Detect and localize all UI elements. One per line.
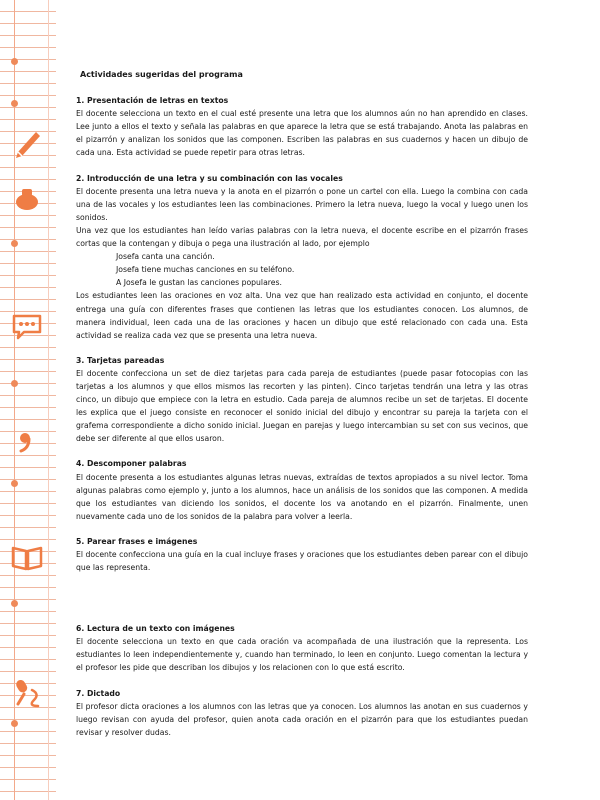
microphone-icon bbox=[10, 676, 44, 710]
activity-text: El docente presenta a los estudiantes algunas letras nuevas, extraídas de textos apropiados a su nivel lector. Toma algunas palabras como ejemplo y, junto a los alumnos, hace un análisis de los sonidos que las componen. A medida que los estudiantes van diciendo los sonidos, el docente los va anotando en el pizarrón. Finalmente, unen nuevamente cada uno de los sonidos de la palabra para volver a leerla. bbox=[76, 472, 528, 521]
book-icon bbox=[10, 540, 44, 574]
inkwell-icon bbox=[10, 180, 44, 214]
activity-text: Una vez que los estudiantes han leído varias palabras con la letra nueva, el docente escribe en el pizarrón frases cortas que la contengan y dibuja o pega una ilustración al lado, por ejemplo bbox=[76, 225, 528, 249]
activity-heading: 3. Tarjetas pareadas bbox=[76, 355, 165, 365]
activity-text: Los estudiantes leen las oraciones en voz alta. Una vez que han realizado esta actividad en conjunto, el docente entrega una guía con diferentes frases que contienen las letras que los estudiantes conocen. Los alumnos, de manera individual, leen cada una de las oraciones y hacen un dibujo que esté relacionado con cada una. Esta actividad se realiza cada vez que se presenta una letra nueva. bbox=[76, 291, 528, 340]
speech-bubble-icon bbox=[10, 310, 44, 344]
activity-2 bbox=[76, 172, 528, 342]
activity-heading: 6. Lectura de un texto con imágenes bbox=[76, 624, 235, 634]
margin-dot bbox=[11, 380, 18, 387]
activity-heading: 4. Descomponer palabras bbox=[76, 459, 187, 469]
margin-dot bbox=[11, 100, 18, 107]
margin-dot bbox=[11, 720, 18, 727]
spacer bbox=[76, 586, 528, 622]
document-body bbox=[76, 68, 528, 751]
activity-7 bbox=[76, 687, 528, 739]
margin-dot bbox=[11, 58, 18, 65]
margin-dot bbox=[11, 480, 18, 487]
example-sentence: A Josefa le gustan las canciones populares. bbox=[116, 278, 282, 288]
activity-6 bbox=[76, 622, 528, 674]
activity-3 bbox=[76, 354, 528, 446]
activity-text: El docente confecciona un set de diez tarjetas para cada pareja de estudiantes (puede pasar fotocopias con las tarjetas a los alumnos y que ellos mismos las recorten y las pinten). Cinco tarjetas tendrán una letra y las otras cinco, un dibujo que empiece con la letra en estudio. Cada pareja de alumnos recibe un set de tarjetas. El docente les explica que el juego consiste en reconocer el sonido inicial del dibujo y encontrar su pareja la tarjeta con el grafema correspondiente a dicho sonido inicial. Juegan en parejas y luego intercambian su set con sus vecinos, que debe ser diferente al que ellos usaron. bbox=[76, 368, 528, 444]
activity-5 bbox=[76, 535, 528, 574]
activity-text: El docente selecciona un texto en el cual esté presente una letra que los alumnos aún no han aprendido en clases. Lee junto a ellos el texto y señala las palabras en que aparece la letra que se está trabajando. Anota las palabras en el pizarrón y analizan los sonidos que las componen. Escriben las palabras en sus cuadernos y hacen un dibujo de cada una. Esta actividad se puede repetir para otras letras. bbox=[76, 109, 528, 158]
activity-heading: 7. Dictado bbox=[76, 688, 121, 698]
margin-dot bbox=[11, 600, 18, 607]
activity-text: El docente confecciona una guía en la cual incluye frases y oraciones que los estudiantes deben parear con el dibujo que las representa. bbox=[76, 550, 528, 573]
activity-4 bbox=[76, 457, 528, 522]
example-sentence: Josefa canta una canción. bbox=[116, 252, 215, 262]
activity-heading: 1. Presentación de letras en textos bbox=[76, 96, 229, 106]
activity-text: El docente selecciona un texto en que cada oración va acompañada de una ilustración que la representa. Los estudiantes lo leen independientemente y, cuando han terminado, lo leen en conjunto. Luego comentan la lectura y el profesor les pide que describan los dibujos y los relacionen con lo que está escrito. bbox=[76, 637, 528, 673]
activity-text: El profesor dicta oraciones a los alumnos con las letras que ya conocen. Los alumnos las anotan en sus cuadernos y luego revisan con ayuda del profesor, quien anota cada oración en el pizarrón para que los estudiantes puedan revisar y resolver dudas. bbox=[76, 701, 528, 737]
margin-rule-line-secondary bbox=[48, 0, 49, 800]
activity-heading: 5. Parear frases e imágenes bbox=[76, 536, 198, 546]
activity-text: El docente presenta una letra nueva y la anota en el pizarrón o pone un cartel con ella. Luego la combina con cada una de las vocales y los estudiantes leen las combinaciones. Primero la letra nueva, luego la vocal y luego unen los sonidos. bbox=[76, 186, 528, 222]
activity-1 bbox=[76, 94, 528, 159]
comma-icon bbox=[10, 424, 44, 458]
margin-dot bbox=[11, 240, 18, 247]
activity-heading: 2. Introducción de una letra y su combinación con las vocales bbox=[76, 173, 343, 183]
notebook-margin bbox=[0, 0, 56, 800]
document-title: Actividades sugeridas del programa bbox=[80, 70, 243, 79]
example-sentence: Josefa tiene muchas canciones en su teléfono. bbox=[116, 265, 295, 275]
pencil-icon bbox=[10, 128, 44, 162]
